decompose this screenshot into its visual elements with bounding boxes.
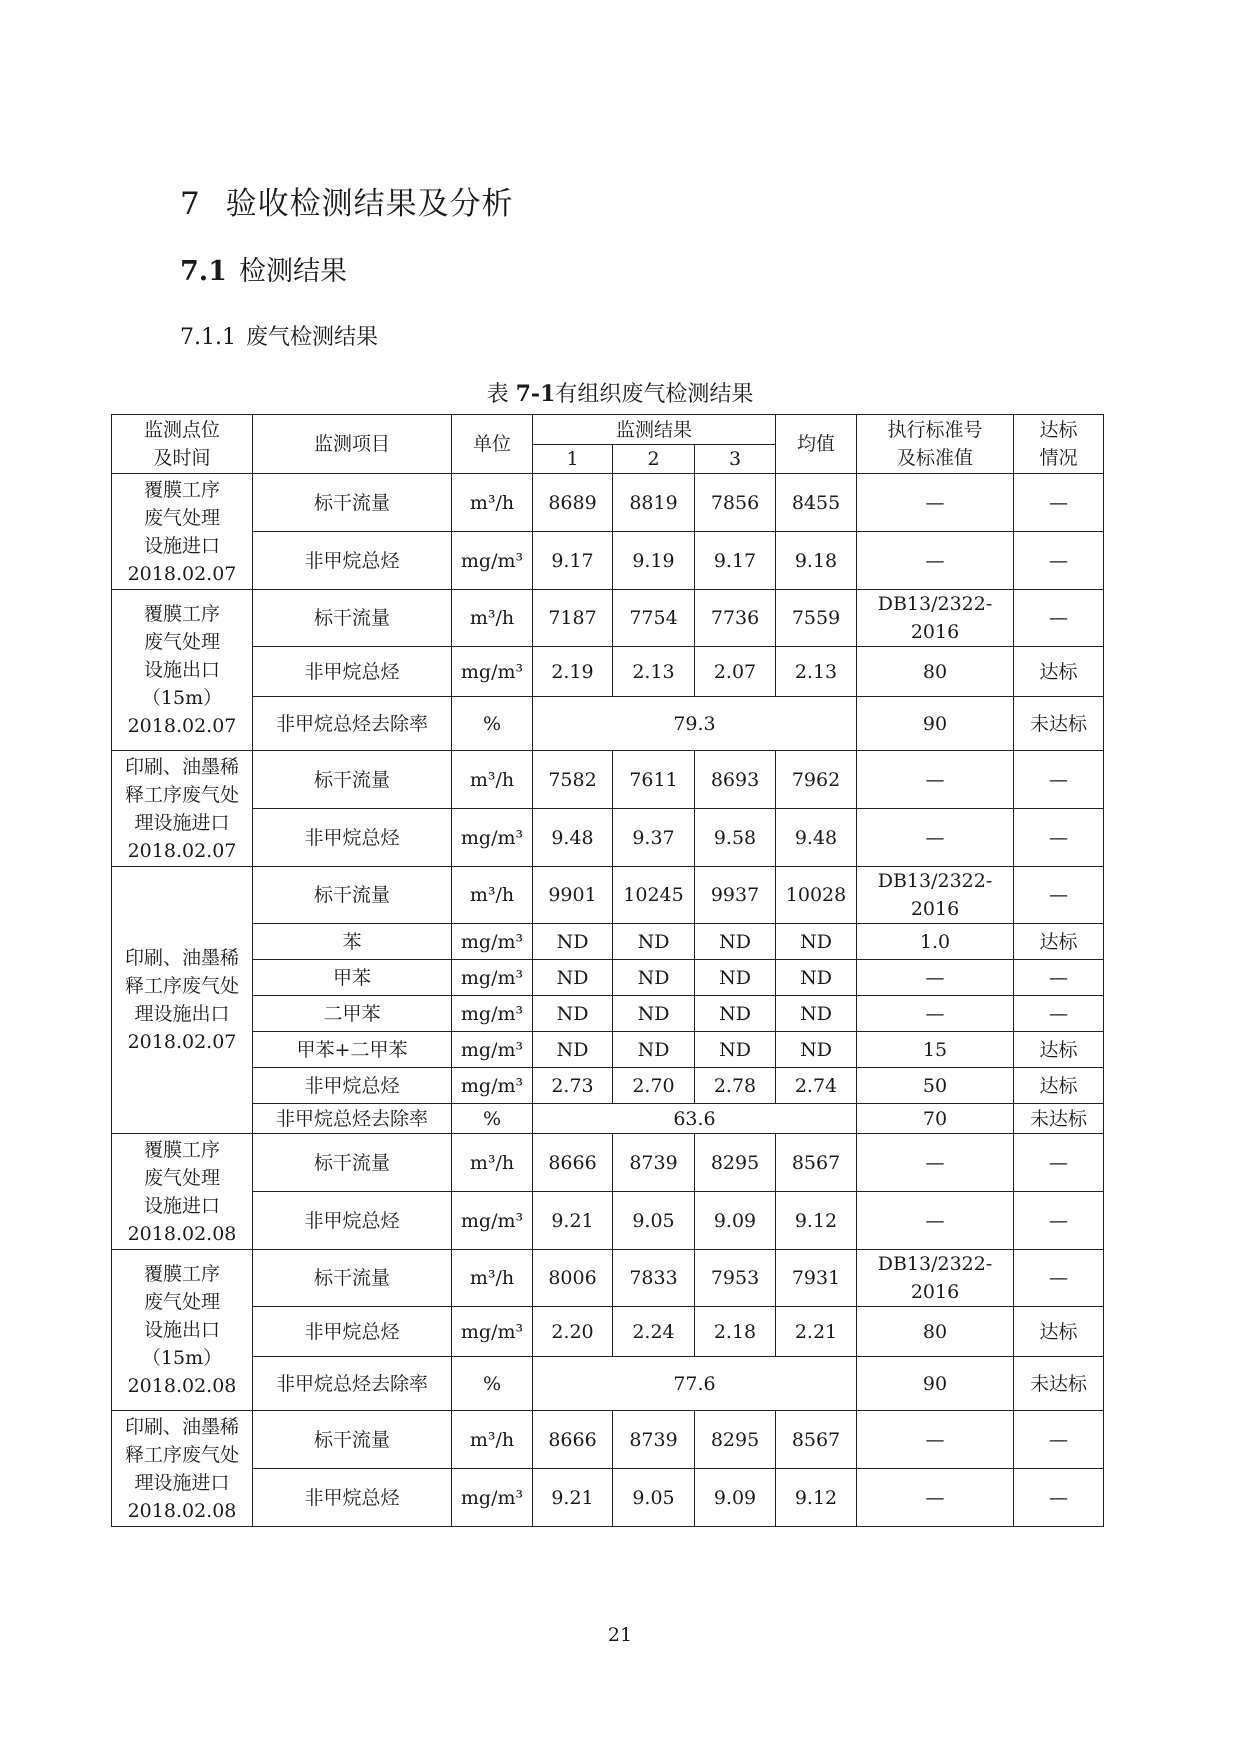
- table-row: [112, 1192, 1104, 1250]
- mean-cell: 8455: [776, 474, 857, 532]
- table-row: [112, 996, 1104, 1032]
- item-cell: 非甲烷总烃去除率: [253, 1104, 452, 1134]
- result-3-cell: 8295: [695, 1134, 776, 1192]
- removal-rate-cell: 79.3: [533, 697, 857, 751]
- header-row: [112, 415, 1104, 445]
- unit-cell: m³/h: [452, 1134, 533, 1192]
- standard-cell: —: [857, 996, 1014, 1032]
- header-results: 监测结果: [533, 415, 776, 445]
- item-cell: 标干流量: [253, 1250, 452, 1307]
- page-number: 21: [607, 1624, 633, 1646]
- header-r2: 2: [613, 445, 695, 474]
- result-2-cell: 2.13: [613, 647, 695, 697]
- unit-cell: mg/m³: [452, 1469, 533, 1527]
- unit-cell: mg/m³: [452, 809, 533, 867]
- emission-results-table: [111, 414, 1104, 1527]
- mean-cell: 7559: [776, 590, 857, 647]
- unit-cell: %: [452, 697, 533, 751]
- header-status: 达标 情况: [1014, 415, 1104, 474]
- table-row: [112, 590, 1104, 647]
- unit-cell: m³/h: [452, 867, 533, 924]
- caption-prefix: 表: [486, 382, 509, 407]
- location-cell: 印刷、油墨稀 释工序废气处 理设施进口 2018.02.08: [112, 1411, 253, 1527]
- result-1-cell: 7582: [533, 751, 613, 809]
- standard-cell: —: [857, 1411, 1014, 1469]
- mean-cell: ND: [776, 960, 857, 996]
- standard-cell: 70: [857, 1104, 1014, 1134]
- standard-cell: —: [857, 751, 1014, 809]
- status-cell: —: [1014, 1411, 1104, 1469]
- item-cell: 非甲烷总烃: [253, 809, 452, 867]
- item-cell: 非甲烷总烃: [253, 1068, 452, 1104]
- mean-cell: ND: [776, 1032, 857, 1068]
- standard-cell: —: [857, 532, 1014, 590]
- caption-number: 7-1: [515, 381, 556, 407]
- standard-cell: —: [857, 1469, 1014, 1527]
- result-1-cell: 9.21: [533, 1469, 613, 1527]
- status-cell: —: [1014, 474, 1104, 532]
- standard-cell: 1.0: [857, 924, 1014, 960]
- status-cell: —: [1014, 867, 1104, 924]
- table-row: [112, 924, 1104, 960]
- table-row: [112, 1307, 1104, 1357]
- result-2-cell: 2.24: [613, 1307, 695, 1357]
- mean-cell: 7931: [776, 1250, 857, 1307]
- item-cell: 非甲烷总烃去除率: [253, 697, 452, 751]
- result-3-cell: 9.09: [695, 1469, 776, 1527]
- result-2-cell: 7754: [613, 590, 695, 647]
- item-cell: 标干流量: [253, 751, 452, 809]
- location-cell: 覆膜工序 废气处理 设施进口 2018.02.07: [112, 474, 253, 590]
- standard-cell: 50: [857, 1068, 1014, 1104]
- status-cell: —: [1014, 590, 1104, 647]
- result-1-cell: 7187: [533, 590, 613, 647]
- standard-cell: —: [857, 960, 1014, 996]
- standard-cell: —: [857, 809, 1014, 867]
- item-cell: 标干流量: [253, 1134, 452, 1192]
- unit-cell: m³/h: [452, 1250, 533, 1307]
- unit-cell: %: [452, 1357, 533, 1411]
- result-2-cell: 9.37: [613, 809, 695, 867]
- subsubsection-heading: [180, 320, 378, 351]
- result-1-cell: ND: [533, 924, 613, 960]
- standard-cell: 80: [857, 647, 1014, 697]
- result-2-cell: 7611: [613, 751, 695, 809]
- status-cell: 未达标: [1014, 1357, 1104, 1411]
- standard-cell: 15: [857, 1032, 1014, 1068]
- standard-cell: —: [857, 1192, 1014, 1250]
- result-2-cell: ND: [613, 960, 695, 996]
- result-1-cell: 2.73: [533, 1068, 613, 1104]
- status-cell: 达标: [1014, 1307, 1104, 1357]
- table-row: [112, 474, 1104, 532]
- result-1-cell: 9.21: [533, 1192, 613, 1250]
- item-cell: 甲苯+二甲苯: [253, 1032, 452, 1068]
- result-1-cell: 2.20: [533, 1307, 613, 1357]
- item-cell: 标干流量: [253, 474, 452, 532]
- table-row: [112, 697, 1104, 751]
- location-cell: 覆膜工序 废气处理 设施出口 （15m） 2018.02.08: [112, 1250, 253, 1411]
- mean-cell: 2.74: [776, 1068, 857, 1104]
- result-1-cell: 8666: [533, 1411, 613, 1469]
- unit-cell: mg/m³: [452, 1192, 533, 1250]
- section-title: 验收检测结果及分析: [225, 186, 514, 222]
- table-row: [112, 1104, 1104, 1134]
- status-cell: —: [1014, 996, 1104, 1032]
- result-1-cell: 8006: [533, 1250, 613, 1307]
- header-location: 监测点位 及时间: [112, 415, 253, 474]
- table-row: [112, 1134, 1104, 1192]
- result-2-cell: ND: [613, 924, 695, 960]
- result-2-cell: 9.05: [613, 1469, 695, 1527]
- item-cell: 二甲苯: [253, 996, 452, 1032]
- table-row: [112, 751, 1104, 809]
- result-1-cell: 9.17: [533, 532, 613, 590]
- location-cell: 覆膜工序 废气处理 设施出口 （15m） 2018.02.07: [112, 590, 253, 751]
- result-3-cell: 7856: [695, 474, 776, 532]
- section-number: 7: [180, 186, 201, 222]
- result-1-cell: ND: [533, 1032, 613, 1068]
- table-row: [112, 1068, 1104, 1104]
- status-cell: —: [1014, 1192, 1104, 1250]
- result-2-cell: 2.70: [613, 1068, 695, 1104]
- result-3-cell: ND: [695, 924, 776, 960]
- standard-cell: 90: [857, 697, 1014, 751]
- result-2-cell: ND: [613, 996, 695, 1032]
- header-item: 监测项目: [253, 415, 452, 474]
- standard-cell: 90: [857, 1357, 1014, 1411]
- subsection-heading: [180, 249, 347, 288]
- mean-cell: 9.18: [776, 532, 857, 590]
- result-1-cell: 9.48: [533, 809, 613, 867]
- status-cell: 达标: [1014, 1032, 1104, 1068]
- result-1-cell: ND: [533, 960, 613, 996]
- unit-cell: mg/m³: [452, 996, 533, 1032]
- mean-cell: 2.13: [776, 647, 857, 697]
- item-cell: 非甲烷总烃去除率: [253, 1357, 452, 1411]
- result-3-cell: ND: [695, 960, 776, 996]
- result-1-cell: ND: [533, 996, 613, 1032]
- result-3-cell: 8295: [695, 1411, 776, 1469]
- removal-rate-cell: 63.6: [533, 1104, 857, 1134]
- header-standard: 执行标准号 及标准值: [857, 415, 1014, 474]
- table-row: [112, 960, 1104, 996]
- mean-cell: 9.12: [776, 1469, 857, 1527]
- result-3-cell: 7736: [695, 590, 776, 647]
- result-1-cell: 9901: [533, 867, 613, 924]
- item-cell: 非甲烷总烃: [253, 1192, 452, 1250]
- subsubsection-number: 7.1.1: [180, 325, 236, 350]
- result-2-cell: 8739: [613, 1411, 695, 1469]
- result-2-cell: 7833: [613, 1250, 695, 1307]
- result-3-cell: 9937: [695, 867, 776, 924]
- table-row: [112, 867, 1104, 924]
- standard-cell: DB13/2322-2016: [857, 867, 1014, 924]
- unit-cell: m³/h: [452, 1411, 533, 1469]
- mean-cell: ND: [776, 924, 857, 960]
- result-2-cell: 8739: [613, 1134, 695, 1192]
- result-3-cell: 2.78: [695, 1068, 776, 1104]
- result-3-cell: 9.09: [695, 1192, 776, 1250]
- subsection-title: 检测结果: [238, 256, 347, 287]
- standard-cell: 80: [857, 1307, 1014, 1357]
- item-cell: 非甲烷总烃: [253, 532, 452, 590]
- item-cell: 非甲烷总烃: [253, 647, 452, 697]
- location-cell: 覆膜工序 废气处理 设施进口 2018.02.08: [112, 1134, 253, 1250]
- status-cell: —: [1014, 751, 1104, 809]
- status-cell: 达标: [1014, 924, 1104, 960]
- header-r1: 1: [533, 445, 613, 474]
- table-caption: [0, 377, 1240, 408]
- table-row: [112, 1357, 1104, 1411]
- result-3-cell: ND: [695, 996, 776, 1032]
- unit-cell: mg/m³: [452, 532, 533, 590]
- result-1-cell: 8689: [533, 474, 613, 532]
- unit-cell: m³/h: [452, 590, 533, 647]
- status-cell: 达标: [1014, 1068, 1104, 1104]
- result-1-cell: 8666: [533, 1134, 613, 1192]
- mean-cell: 8567: [776, 1134, 857, 1192]
- status-cell: 未达标: [1014, 697, 1104, 751]
- subsubsection-title: 废气检测结果: [245, 325, 378, 350]
- table-row: [112, 1250, 1104, 1307]
- status-cell: —: [1014, 1250, 1104, 1307]
- result-3-cell: 2.18: [695, 1307, 776, 1357]
- mean-cell: 8567: [776, 1411, 857, 1469]
- removal-rate-cell: 77.6: [533, 1357, 857, 1411]
- standard-cell: —: [857, 1134, 1014, 1192]
- unit-cell: mg/m³: [452, 647, 533, 697]
- item-cell: 标干流量: [253, 590, 452, 647]
- section-heading: [180, 178, 514, 223]
- status-cell: 达标: [1014, 647, 1104, 697]
- unit-cell: mg/m³: [452, 1032, 533, 1068]
- result-3-cell: 7953: [695, 1250, 776, 1307]
- status-cell: 未达标: [1014, 1104, 1104, 1134]
- result-2-cell: ND: [613, 1032, 695, 1068]
- standard-cell: DB13/2322-2016: [857, 590, 1014, 647]
- result-2-cell: 9.19: [613, 532, 695, 590]
- unit-cell: mg/m³: [452, 924, 533, 960]
- result-3-cell: ND: [695, 1032, 776, 1068]
- item-cell: 甲苯: [253, 960, 452, 996]
- item-cell: 标干流量: [253, 867, 452, 924]
- standard-cell: —: [857, 474, 1014, 532]
- unit-cell: mg/m³: [452, 960, 533, 996]
- mean-cell: 9.12: [776, 1192, 857, 1250]
- unit-cell: mg/m³: [452, 1307, 533, 1357]
- item-cell: 标干流量: [253, 1411, 452, 1469]
- result-1-cell: 2.19: [533, 647, 613, 697]
- header-mean: 均值: [776, 415, 857, 474]
- unit-cell: m³/h: [452, 751, 533, 809]
- caption-title: 有组织废气检测结果: [555, 382, 754, 407]
- unit-cell: m³/h: [452, 474, 533, 532]
- header-r3: 3: [695, 445, 776, 474]
- table-row: [112, 809, 1104, 867]
- location-cell: 印刷、油墨稀 释工序废气处 理设施出口 2018.02.07: [112, 867, 253, 1134]
- item-cell: 非甲烷总烃: [253, 1469, 452, 1527]
- status-cell: —: [1014, 1469, 1104, 1527]
- mean-cell: 7962: [776, 751, 857, 809]
- result-2-cell: 8819: [613, 474, 695, 532]
- result-2-cell: 10245: [613, 867, 695, 924]
- status-cell: —: [1014, 809, 1104, 867]
- standard-cell: DB13/2322-2016: [857, 1250, 1014, 1307]
- result-3-cell: 9.58: [695, 809, 776, 867]
- table-row: [112, 1469, 1104, 1527]
- result-2-cell: 9.05: [613, 1192, 695, 1250]
- table-row: [112, 1411, 1104, 1469]
- mean-cell: ND: [776, 996, 857, 1032]
- unit-cell: mg/m³: [452, 1068, 533, 1104]
- table-row: [112, 1032, 1104, 1068]
- subsection-number: 7.1: [180, 256, 227, 287]
- unit-cell: %: [452, 1104, 533, 1134]
- mean-cell: 9.48: [776, 809, 857, 867]
- mean-cell: 10028: [776, 867, 857, 924]
- status-cell: —: [1014, 960, 1104, 996]
- header-unit: 单位: [452, 415, 533, 474]
- result-3-cell: 8693: [695, 751, 776, 809]
- status-cell: —: [1014, 532, 1104, 590]
- table-row: [112, 532, 1104, 590]
- mean-cell: 2.21: [776, 1307, 857, 1357]
- status-cell: —: [1014, 1134, 1104, 1192]
- location-cell: 印刷、油墨稀 释工序废气处 理设施进口 2018.02.07: [112, 751, 253, 867]
- item-cell: 非甲烷总烃: [253, 1307, 452, 1357]
- item-cell: 苯: [253, 924, 452, 960]
- table-row: [112, 647, 1104, 697]
- result-3-cell: 9.17: [695, 532, 776, 590]
- result-3-cell: 2.07: [695, 647, 776, 697]
